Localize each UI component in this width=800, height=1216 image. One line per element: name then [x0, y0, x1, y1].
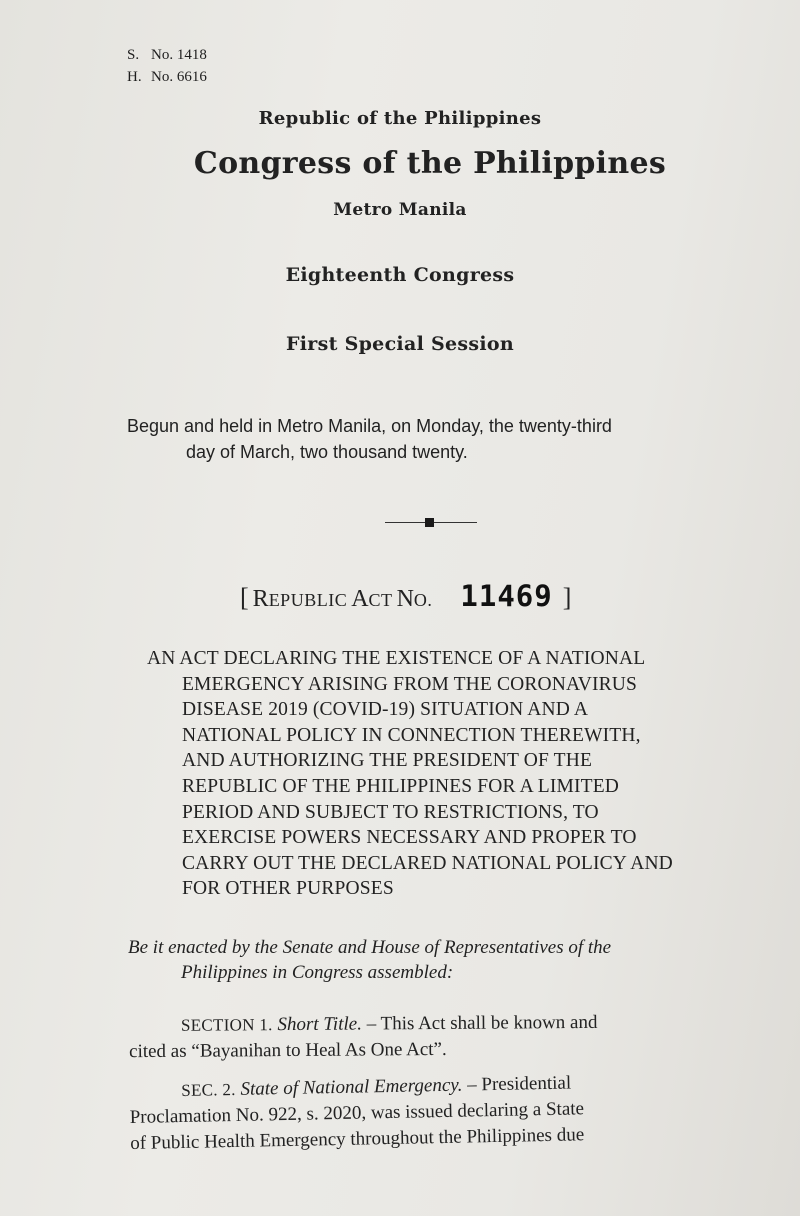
act-title — [147, 646, 747, 902]
act-title-line: DISEASE 2019 (COVID-19) SITUATION AND A — [182, 699, 589, 721]
section-2-line-1: SEC. 2. State of National Emergency. – Presidential — [181, 1072, 572, 1100]
section-1-heading: SECTION 1. — [180, 1015, 273, 1035]
act-title-line: REPUBLIC OF THE PHILIPPINES FOR A LIMITED — [182, 775, 619, 797]
congress-heading: Congress of the Philippines — [193, 146, 667, 181]
section-2-title: State of National Emergency. — [240, 1074, 463, 1100]
begun-line-2: day of March, two thousand twenty. — [186, 442, 468, 462]
act-title-line: NATIONAL POLICY IN CONNECTION THEREWITH, — [182, 724, 641, 746]
enacting-clause-line-1: Be it enacted by the Senate and House of Representatives of the — [128, 937, 612, 958]
section-2-line-3: of Public Health Emergency throughout the Philippines due — [130, 1124, 585, 1154]
divider-square — [425, 518, 434, 527]
section-2-heading: SEC. 2. — [181, 1079, 236, 1100]
enacting-clause — [128, 935, 611, 985]
act-title-line: PERIOD AND SUBJECT TO RESTRICTIONS, TO — [182, 801, 599, 823]
act-title-line: FOR OTHER PURPOSES — [182, 878, 394, 900]
ornamental-divider — [385, 515, 477, 531]
begun-paragraph — [127, 413, 742, 465]
section-2-line-2: Proclamation No. 922, s. 2020, was issued declaring a State — [129, 1098, 585, 1128]
section-1-title: Short Title. — [277, 1013, 362, 1036]
section-1-line-2: cited as “Bayanihan to Heal As One Act”. — [129, 1038, 447, 1063]
house-bill-number: H. No. 6616 — [127, 69, 207, 85]
act-title-line: EMERGENCY ARISING FROM THE CORONAVIRUS — [182, 673, 637, 695]
act-title-line: CARRY OUT THE DECLARED NATIONAL POLICY AND — [182, 852, 673, 874]
begun-line-1: Begun and held in Metro Manila, on Monday, the twenty-third — [127, 416, 612, 436]
enacting-clause-line-2: Philippines in Congress assembled: — [181, 962, 454, 983]
act-number-stamp: 11469 — [460, 579, 553, 613]
republic-heading: Republic of the Philippines — [258, 108, 542, 129]
section-1-line-1: SECTION 1. Short Title. – This Act shall be known and — [180, 1011, 598, 1036]
republic-act-number: [ REPUBLIC ACT NO. 11469 ] — [240, 579, 572, 613]
act-title-line: AND AUTHORIZING THE PRESIDENT OF THE — [182, 750, 593, 772]
act-title-line: EXERCISE POWERS NECESSARY AND PROPER TO — [182, 827, 637, 849]
act-title-line: AN ACT DECLARING THE EXISTENCE OF A NATIONAL — [147, 648, 646, 669]
section-2 — [129, 1067, 745, 1157]
congress-number-heading: Eighteenth Congress — [285, 264, 515, 286]
bill-numbers — [127, 44, 207, 88]
senate-bill-number: S. No. 1418 — [127, 47, 207, 63]
session-heading: First Special Session — [285, 333, 515, 355]
section-1 — [129, 1009, 744, 1065]
location-heading: Metro Manila — [333, 200, 467, 220]
